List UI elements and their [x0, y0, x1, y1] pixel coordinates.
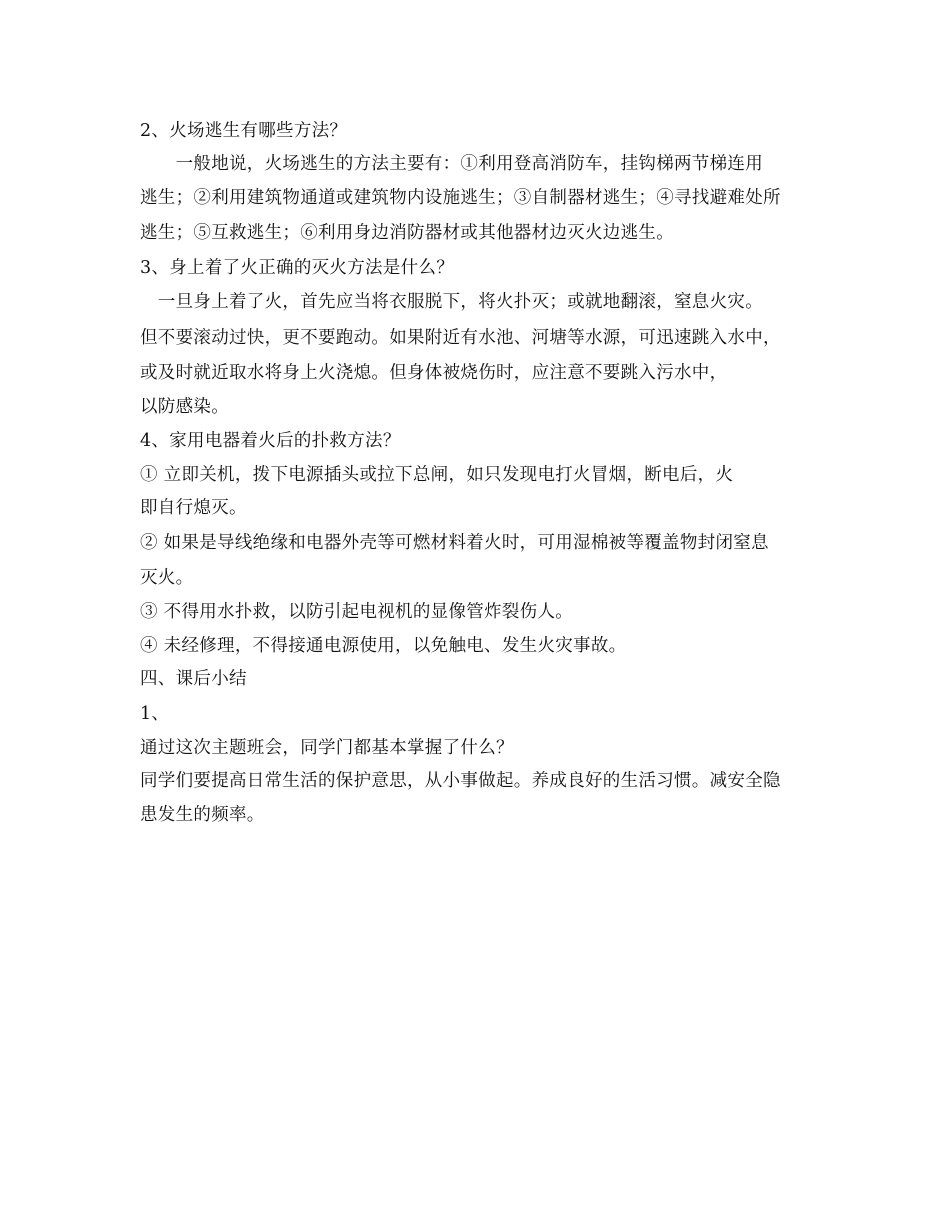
- paragraph-line: 以防感染。: [140, 397, 229, 417]
- numbered-item: 1、: [140, 704, 170, 724]
- section-heading-summary: 四、课后小结: [140, 669, 247, 689]
- list-item-continuation: 即自行熄灭。: [140, 498, 247, 518]
- paragraph-line: 但不要滚动过快，更不要跑动。如果附近有水池、河塘等水源，可迅速跳入水中，: [140, 328, 781, 348]
- list-item: ③ 不得用水扑救，以防引起电视机的显像管炸裂伤人。: [140, 602, 574, 622]
- paragraph-line: 逃生；②利用建筑物通道或建筑物内设施逃生；③自制器材逃生；④寻找避难处所: [140, 188, 781, 208]
- paragraph-line: 一般地说，火场逃生的方法主要有：①利用登高消防车，挂钩梯两节梯连用: [140, 154, 763, 174]
- list-item-continuation: 灭火。: [140, 568, 194, 588]
- list-item: ④ 未经修理，不得接通电源使用，以免触电、发生火灾事故。: [140, 636, 627, 656]
- heading-fire-escape-methods: 2、火场逃生有哪些方法？: [140, 121, 348, 141]
- paragraph-line: 通过这次主题班会，同学门都基本掌握了什么？: [140, 738, 514, 758]
- paragraph-line: 或及时就近取水将身上火浇熄。但身体被烧伤时，应注意不要跳入污水中，: [140, 363, 728, 383]
- paragraph-line: 患发生的频率。: [140, 805, 265, 825]
- list-item: ② 如果是导线绝缘和电器外壳等可燃材料着火时，可用湿棉被等覆盖物封闭窒息: [140, 533, 769, 553]
- heading-appliance-fire: 4、家用电器着火后的扑救方法？: [140, 431, 401, 451]
- paragraph-line: 一旦身上着了火，首先应当将衣服脱下，将火扑灭；或就地翻滚，窒息火灾。: [140, 292, 763, 312]
- heading-body-on-fire: 3、身上着了火正确的灭火方法是什么？: [140, 258, 455, 278]
- paragraph-line: 逃生；⑤互救逃生；⑥利用身边消防器材或其他器材边灭火边逃生。: [140, 223, 674, 243]
- paragraph-line: 同学们要提高日常生活的保护意思，从小事做起。养成良好的生活习惯。减安全隐: [140, 771, 781, 791]
- list-item: ① 立即关机，拨下电源插头或拉下总闸，如只发现电打火冒烟，断电后，火: [140, 465, 734, 485]
